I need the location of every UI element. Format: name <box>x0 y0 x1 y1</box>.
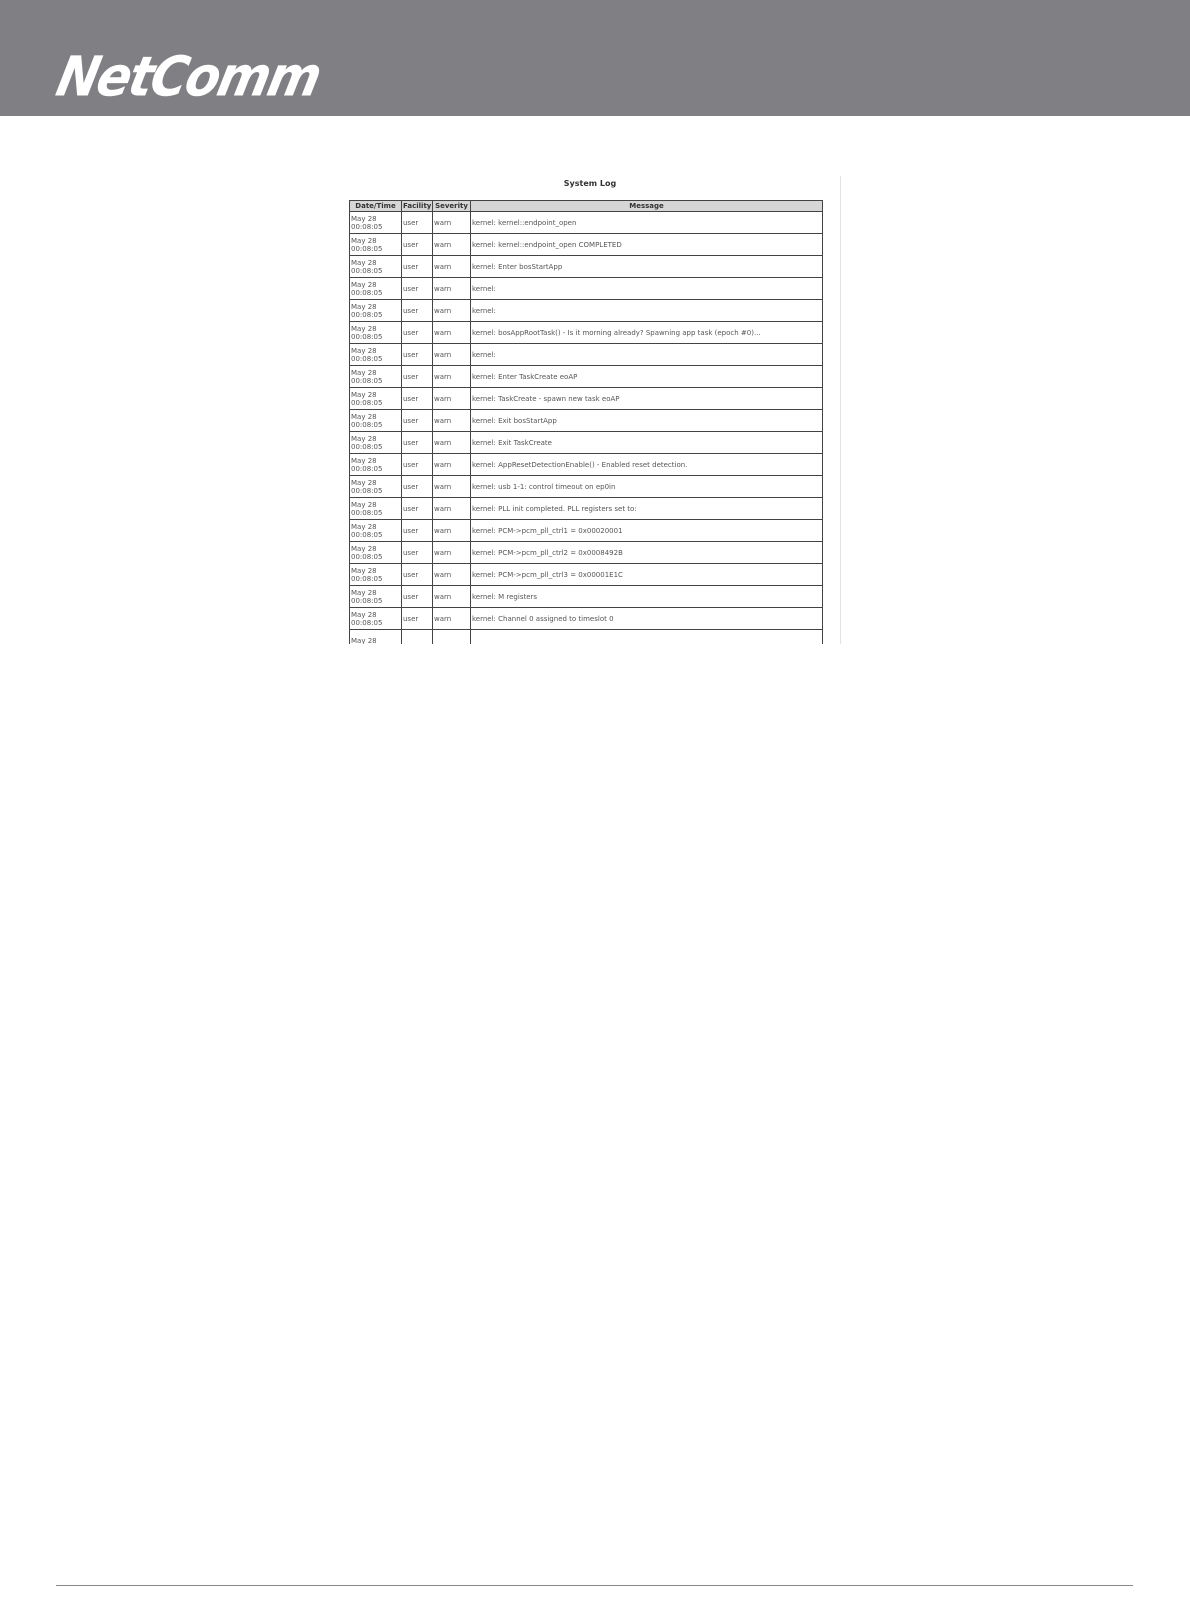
log-datetime <box>350 586 402 608</box>
log-message: kernel: Exit TaskCreate <box>471 432 823 454</box>
log-datetime <box>350 322 402 344</box>
log-severity: warn <box>433 476 471 498</box>
log-facility: user <box>402 234 433 256</box>
log-severity: warn <box>433 608 471 630</box>
log-date: May 28 <box>351 412 377 421</box>
table-row <box>350 608 823 630</box>
table-row <box>350 498 823 520</box>
log-message: kernel: TaskCreate - spawn new task eoAP <box>471 388 823 410</box>
log-date: May 28 <box>351 500 377 509</box>
log-date: May 28 <box>351 324 377 333</box>
table-row <box>350 300 823 322</box>
log-facility: user <box>402 432 433 454</box>
log-time: 00:08:05 <box>351 266 383 275</box>
log-date: May 28 <box>351 478 377 487</box>
log-time: 00:08:05 <box>351 354 383 363</box>
log-time: 00:08:05 <box>351 376 383 385</box>
log-date: May 28 <box>351 302 377 311</box>
table-row <box>350 542 823 564</box>
table-row <box>350 278 823 300</box>
table-row <box>350 410 823 432</box>
log-message: kernel: <box>471 344 823 366</box>
log-date: May 28 <box>351 368 377 377</box>
log-severity: warn <box>433 564 471 586</box>
log-message: kernel: kernel::endpoint_open <box>471 212 823 234</box>
log-facility: user <box>402 300 433 322</box>
log-message: kernel: kernel::endpoint_open COMPLETED <box>471 234 823 256</box>
log-message: kernel: Exit bosStartApp <box>471 410 823 432</box>
log-date: May 28 <box>351 214 377 223</box>
log-datetime <box>350 498 402 520</box>
log-message: kernel: Enter TaskCreate eoAP <box>471 366 823 388</box>
log-facility: user <box>402 366 433 388</box>
log-facility: user <box>402 410 433 432</box>
log-severity: warn <box>433 234 471 256</box>
log-datetime <box>350 278 402 300</box>
log-date: May 28 <box>351 610 377 619</box>
log-message: kernel: usb 1-1: control timeout on ep0in <box>471 476 823 498</box>
table-row <box>350 520 823 542</box>
log-datetime <box>350 388 402 410</box>
log-severity: warn <box>433 454 471 476</box>
log-message: kernel: PCM->pcm_pll_ctrl2 = 0x0008492B <box>471 542 823 564</box>
log-time: 00:08:05 <box>351 574 383 583</box>
log-severity: warn <box>433 388 471 410</box>
table-row <box>350 476 823 498</box>
log-facility <box>402 630 433 644</box>
log-severity: warn <box>433 542 471 564</box>
log-date: May 28 <box>351 522 377 531</box>
system-log-rows <box>350 212 823 644</box>
log-time: 00:08:05 <box>351 442 383 451</box>
column-header-message: Message <box>471 201 823 212</box>
table-row <box>350 564 823 586</box>
log-time: 00:08:05 <box>351 618 383 627</box>
log-severity: warn <box>433 366 471 388</box>
log-datetime <box>350 256 402 278</box>
log-time: 00:08:05 <box>351 332 383 341</box>
log-datetime <box>350 432 402 454</box>
log-facility: user <box>402 608 433 630</box>
log-date: May 28 <box>351 390 377 399</box>
log-date: May 28 <box>351 434 377 443</box>
log-severity: warn <box>433 300 471 322</box>
log-time: 00:08:05 <box>351 596 383 605</box>
log-datetime <box>350 454 402 476</box>
log-time: 00:08:05 <box>351 398 383 407</box>
log-message: kernel: PLL init completed. PLL registers set to: <box>471 498 823 520</box>
log-time: 00:08:05 <box>351 310 383 319</box>
log-facility: user <box>402 542 433 564</box>
log-date: May 28 <box>351 588 377 597</box>
log-severity <box>433 630 471 644</box>
table-row <box>350 388 823 410</box>
table-row <box>350 366 823 388</box>
page-header <box>0 0 1190 116</box>
log-severity: warn <box>433 410 471 432</box>
log-message: kernel: M registers <box>471 586 823 608</box>
log-severity: warn <box>433 256 471 278</box>
table-row <box>350 256 823 278</box>
log-severity: warn <box>433 586 471 608</box>
log-message: kernel: PCM->pcm_pll_ctrl3 = 0x00001E1C <box>471 564 823 586</box>
log-facility: user <box>402 344 433 366</box>
log-severity: warn <box>433 520 471 542</box>
log-datetime <box>350 212 402 234</box>
system-log-table <box>349 200 823 644</box>
log-message <box>471 630 823 644</box>
log-time: 00:08:05 <box>351 552 383 561</box>
table-row <box>350 212 823 234</box>
log-facility: user <box>402 586 433 608</box>
log-datetime <box>350 520 402 542</box>
log-time: 00:08:05 <box>351 530 383 539</box>
log-message: kernel: PCM->pcm_pll_ctrl1 = 0x00020001 <box>471 520 823 542</box>
log-datetime <box>350 542 402 564</box>
log-facility: user <box>402 278 433 300</box>
table-row <box>350 630 823 644</box>
table-header-row <box>350 201 823 212</box>
log-severity: warn <box>433 322 471 344</box>
log-datetime <box>350 608 402 630</box>
log-facility: user <box>402 476 433 498</box>
log-time: 00:08:05 <box>351 288 383 297</box>
log-datetime <box>350 564 402 586</box>
footer-divider <box>56 1585 1133 1586</box>
log-message: kernel: Enter bosStartApp <box>471 256 823 278</box>
log-date: May 28 <box>351 258 377 267</box>
system-log-screenshot <box>340 176 840 644</box>
log-date: May 28 <box>351 236 377 245</box>
log-severity: warn <box>433 432 471 454</box>
log-severity: warn <box>433 498 471 520</box>
system-log-title: System Log <box>563 179 617 188</box>
netcomm-logo: NetComm <box>51 45 326 109</box>
log-time: 00:08:05 <box>351 244 383 253</box>
log-time: 00:08:05 <box>351 420 383 429</box>
log-severity: warn <box>433 344 471 366</box>
log-datetime <box>350 344 402 366</box>
log-date: May 28 <box>351 280 377 289</box>
log-message: kernel: <box>471 300 823 322</box>
log-datetime <box>350 476 402 498</box>
table-row <box>350 454 823 476</box>
log-datetime <box>350 234 402 256</box>
log-time: 00:08:05 <box>351 222 383 231</box>
screenshot-edge <box>840 176 841 644</box>
log-time: 00:08:05 <box>351 486 383 495</box>
log-date: May 28 <box>351 544 377 553</box>
log-date: May 28 <box>351 456 377 465</box>
log-facility: user <box>402 322 433 344</box>
column-header-severity: Severity <box>433 201 471 212</box>
log-message: kernel: bosAppRootTask() - Is it morning already? Spawning app task (epoch #0)... <box>471 322 823 344</box>
log-severity: warn <box>433 278 471 300</box>
log-message: kernel: Channel 0 assigned to timeslot 0 <box>471 608 823 630</box>
column-header-facility: Facility <box>403 202 432 210</box>
table-row <box>350 234 823 256</box>
log-facility: user <box>402 454 433 476</box>
log-datetime <box>350 366 402 388</box>
table-row <box>350 432 823 454</box>
log-facility: user <box>402 520 433 542</box>
log-severity: warn <box>433 212 471 234</box>
table-row <box>350 322 823 344</box>
log-datetime <box>350 410 402 432</box>
log-datetime <box>350 630 402 644</box>
log-facility: user <box>402 498 433 520</box>
table-row <box>350 344 823 366</box>
log-message: kernel: <box>471 278 823 300</box>
log-facility: user <box>402 212 433 234</box>
log-date: May 28 <box>351 636 377 644</box>
log-datetime <box>350 300 402 322</box>
log-message: kernel: AppResetDetectionEnable() - Enabled reset detection. <box>471 454 823 476</box>
table-row <box>350 586 823 608</box>
log-facility: user <box>402 256 433 278</box>
log-time: 00:08:05 <box>351 508 383 517</box>
log-date: May 28 <box>351 566 377 575</box>
log-facility: user <box>402 564 433 586</box>
column-header-datetime: Date/Time <box>350 201 402 212</box>
log-date: May 28 <box>351 346 377 355</box>
log-facility: user <box>402 388 433 410</box>
log-time: 00:08:05 <box>351 464 383 473</box>
